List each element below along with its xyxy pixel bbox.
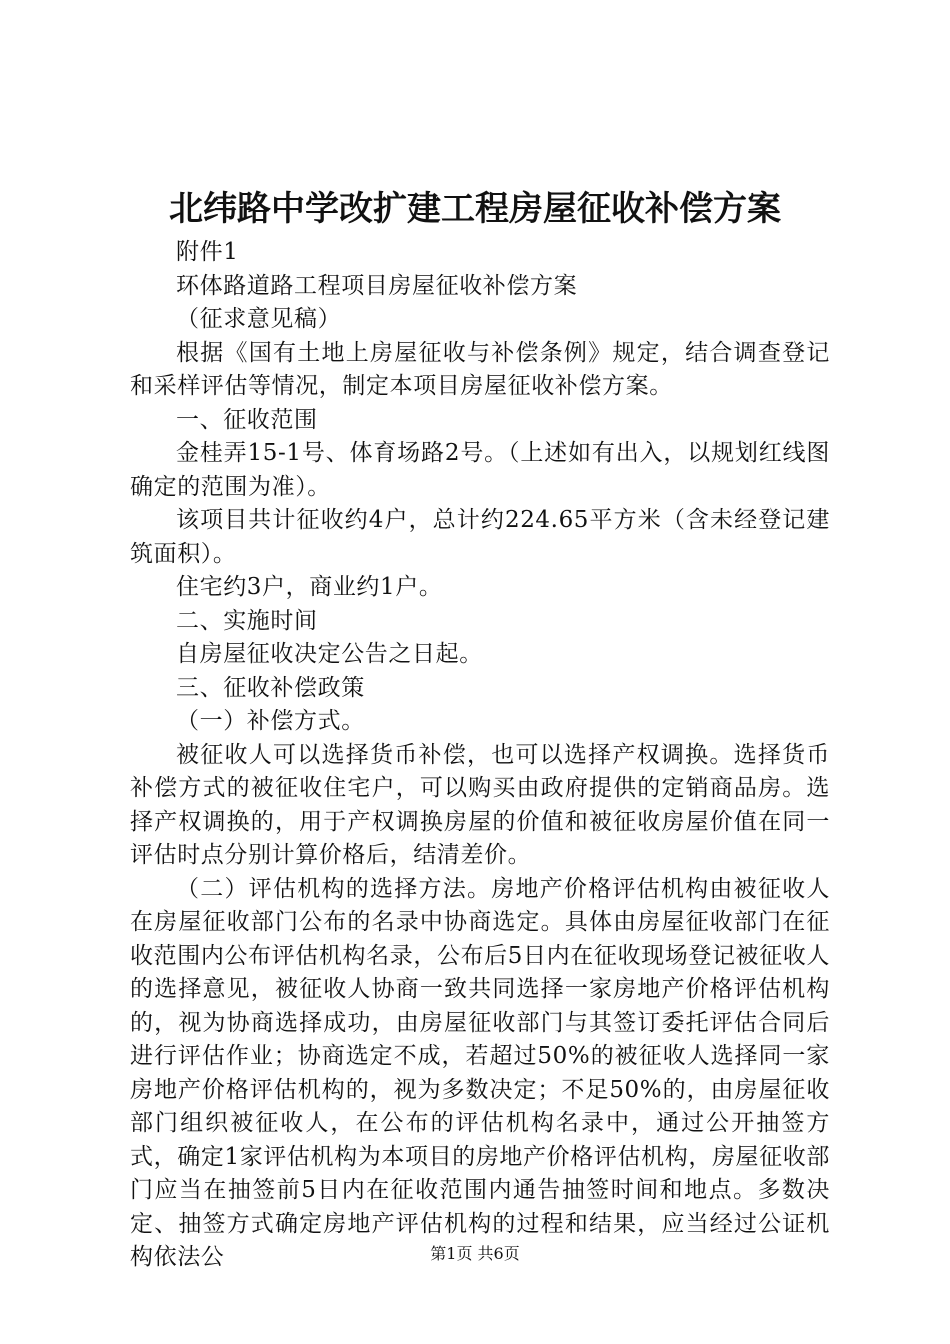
draft-note: （征求意见稿） [176, 306, 342, 332]
evaluation-agency-paragraph: （二）评估机构的选择方法。房地产价格评估机构由被征收人在房屋征收部门公布的名录中协商选定。具体由房屋征收部门在征收范围内公布评估机构名录，公布后5日内在征收现场登记被征收人的选择意见，被征收人协商一致共同选择一家房地产价格评估机构的，视为协商选择成功，由房屋征收部门与其签订委托评估合同后进行评估作业；协商选定不成，若超过50%的被征收人选择同一家房地产价格评估机构的，视为多数决定；不足50%的，由房屋征收部门组织被征收人，在公布的评估机构名录中，通过公开抽签方式，确定1家评估机构为本项目的房地产价格评估机构，房屋征收部门应当在抽签前5日内在征收范围内通告抽签时间和地点。多数决定、抽签方式确定房地产评估机构的过程和结果，应当经过公证机构依法公 [130, 875, 830, 1270]
attachment-label: 附件1 [176, 239, 239, 265]
section-heading-policy: 三、征收补偿政策 [176, 674, 365, 701]
scope-count-paragraph: 该项目共计征收约4户，总计约224.65平方米（含未经登记建筑面积）。 [130, 507, 830, 567]
section-heading-scope: 一、征收范围 [176, 406, 318, 433]
page-footer: 第1页 共6页 [430, 1244, 520, 1263]
intro-paragraph: 根据《国有土地上房屋征收与补偿条例》规定，结合调查登记和采样评估等情况，制定本项目房屋征收补偿方案。 [130, 339, 830, 399]
section-heading-time: 二、实施时间 [176, 607, 318, 634]
document-body [130, 236, 830, 1275]
scope-paragraph: 金桂弄15-1号、体育场路2号。（上述如有出入，以规划红线图确定的范围为准）。 [130, 440, 830, 500]
document-title: 北纬路中学改扩建工程房屋征收补偿方案 [169, 189, 781, 229]
plan-name: 环体路道路工程项目房屋征收补偿方案 [176, 272, 578, 299]
subheading-compensation-method: （一）补偿方式。 [176, 708, 365, 734]
time-paragraph: 自房屋征收决定公告之日起。 [176, 641, 483, 667]
compensation-method-paragraph: 被征收人可以选择货币补偿，也可以选择产权调换。选择货币补偿方式的被征收住宅户，可以购买由政府提供的定销商品房。选择产权调换的，用于产权调换房屋的价值和被征收房屋价值在同一评估时点分别计算价格后，结清差价。 [130, 741, 830, 868]
scope-type-paragraph: 住宅约3户，商业约1户。 [176, 574, 443, 600]
